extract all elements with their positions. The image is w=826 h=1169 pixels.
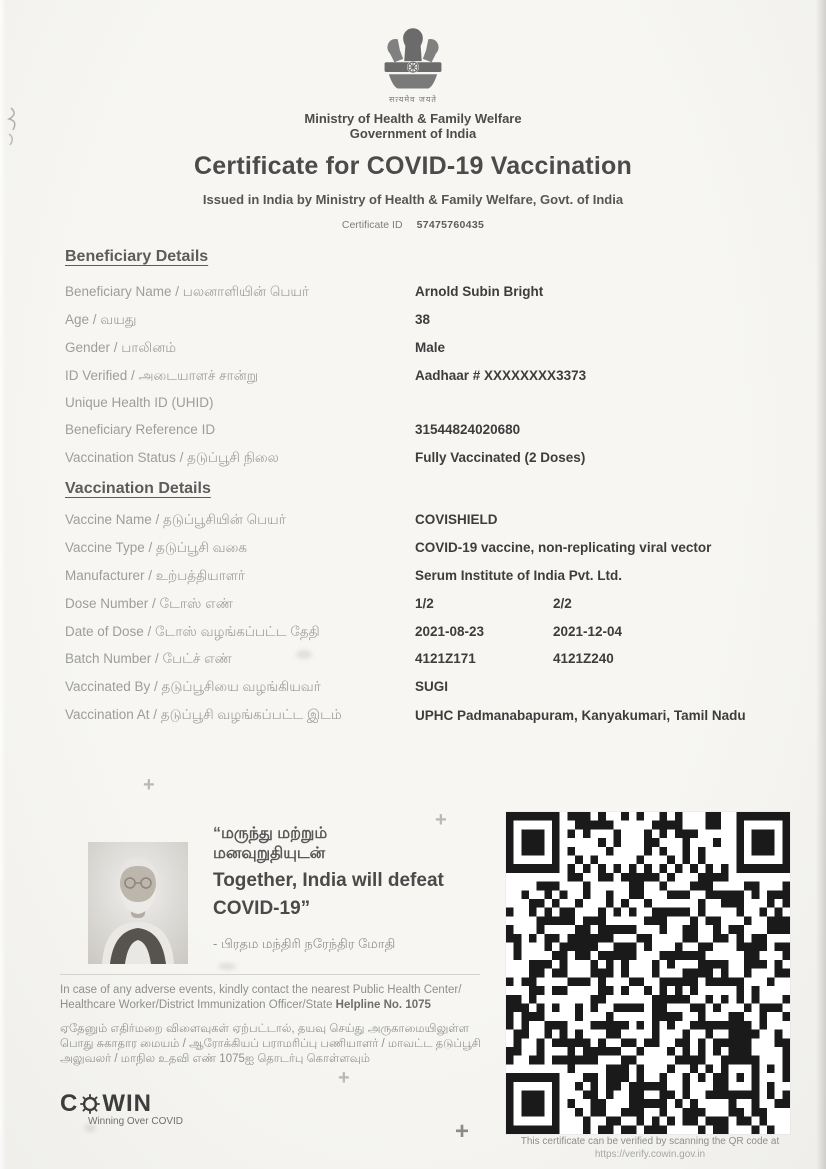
field-value: UPHC Padmanabapuram, Kanyakumari, Tamil Nadu <box>415 708 746 723</box>
field-label: Unique Health ID (UHID) <box>65 395 214 410</box>
field-value: Male <box>415 340 446 355</box>
scan-smudge <box>296 650 312 659</box>
field-label: Date of Dose / டோஸ் வழங்கப்பட்ட தேதி <box>65 624 320 639</box>
field-label: Gender / பாலினம் <box>65 340 177 355</box>
field-label: Vaccine Type / தடுப்பூசி வகை <box>65 540 248 555</box>
quote-tamil-line1: “மருந்து மற்றும் <box>213 825 328 842</box>
field-label: Age / வயது <box>65 312 137 327</box>
row-id-verified <box>0 368 826 396</box>
row-dose-number <box>0 596 826 624</box>
certificate-id-value: 57475760435 <box>416 219 485 231</box>
row-manufacturer <box>0 568 826 596</box>
adverse-notice-text: In case of any adverse events, kindly contact the nearest Public Health Center/ Healthcare Worker/District Immunization Officer/State <box>60 984 462 1011</box>
scan-plus-mark: + <box>338 1067 350 1089</box>
row-beneficiary-name <box>0 284 826 312</box>
row-vaccination-at <box>0 707 826 763</box>
field-value: SUGI <box>415 679 449 694</box>
row-age <box>0 312 826 340</box>
certificate-subtitle: Issued in India by Ministry of Health & Family Welfare, Govt. of India <box>202 192 624 207</box>
field-label: Dose Number / டோஸ் எண் <box>65 596 233 611</box>
field-value: Arnold Subin Bright <box>415 284 544 299</box>
field-label: ID Verified / அடையாளச் சான்று <box>65 368 258 383</box>
cowin-logo-win: WIN <box>102 1090 152 1117</box>
field-label: Vaccine Name / தடுப்பூசியின் பெயர் <box>65 512 286 527</box>
ministry-line: Ministry of Health & Family Welfare <box>304 111 522 126</box>
scan-plus-mark: + <box>455 1118 470 1145</box>
cowin-virus-icon <box>80 1094 100 1114</box>
footer-divider <box>60 974 480 975</box>
quote-tamil-line2: மனவுறுதியுடன் <box>213 845 326 862</box>
pm-portrait-photo <box>88 842 188 964</box>
field-value: 38 <box>415 312 431 327</box>
quote-attribution: - பிரதம மந்திரி நரேந்திர மோதி <box>213 936 396 951</box>
batch-2-value: 4121Z240 <box>553 651 614 666</box>
field-value: Fully Vaccinated (2 Doses) <box>415 450 586 465</box>
verify-instruction-line1: This certificate can be verified by scanning the QR code at <box>520 1136 780 1147</box>
row-vaccine-type <box>0 540 826 568</box>
field-value: Serum Institute of India Pvt. Ltd. <box>415 568 623 583</box>
verification-qr-code <box>506 812 790 1134</box>
dose-1-date: 2021-08-23 <box>415 624 485 639</box>
section-title-vaccination: Vaccination Details <box>65 480 211 497</box>
row-uhid <box>0 395 826 423</box>
qr-code-canvas <box>506 812 790 1134</box>
row-batch-number <box>0 651 826 679</box>
field-value: COVID-19 vaccine, non-replicating viral vector <box>415 540 712 555</box>
field-value: 31544824020680 <box>415 422 521 437</box>
government-line: Government of India <box>349 126 477 141</box>
field-value: Aadhaar # XXXXXXXX3373 <box>415 368 587 383</box>
quote-english-line2: COVID-19” <box>213 898 311 919</box>
emblem-motto: सत्यमेव जयते <box>389 95 437 104</box>
field-label: Vaccination Status / தடுப்பூசி நிலை <box>65 450 279 465</box>
batch-1-value: 4121Z171 <box>415 651 476 666</box>
certificate-id <box>0 219 826 231</box>
pm-portrait-illustration <box>88 842 188 964</box>
row-date-of-dose <box>0 624 826 652</box>
adverse-events-notice-ta: ஏதேனும் எதிர்மறை விளைவுகள் ஏற்பட்டால், தயவு செய்து அருகாமையிலுள்ள பொது சுகாதார மையம் / ஆரோக்கியப் பராமரிப்பு பணியாளர் / மாவட்ட தடுப்பூசி அலுவலர் / மாநில உதவி எண் 1075ஐ தொடர்பு கொள்ளவும் <box>60 1023 481 1065</box>
national-emblem-icon <box>378 26 448 94</box>
dose-2-value: 2/2 <box>553 596 572 611</box>
quote-english-line1: Together, India will defeat <box>213 870 444 891</box>
row-vaccination-status <box>0 450 826 478</box>
cowin-tagline: Winning Over COVID <box>88 1116 184 1127</box>
field-label: Beneficiary Name / பலனாளியின் பெயர் <box>65 284 309 299</box>
row-vaccine-name <box>0 512 826 540</box>
field-label: Beneficiary Reference ID <box>65 422 216 437</box>
field-label: Manufacturer / உற்பத்தியாளர் <box>65 568 245 583</box>
field-label: Vaccination At / தடுப்பூசி வழங்கப்பட்ட இடம் <box>65 707 342 722</box>
certificate-id-label: Certificate ID <box>341 219 403 231</box>
field-label: Batch Number / பேட்ச் எண் <box>65 651 232 666</box>
dose-2-date: 2021-12-04 <box>553 624 623 639</box>
cowin-logo-c: C <box>60 1090 79 1117</box>
dose-1-value: 1/2 <box>415 596 434 611</box>
row-reference-id <box>0 422 826 450</box>
scan-plus-mark: + <box>143 774 155 796</box>
helpline-number: Helpline No. 1075 <box>335 999 431 1011</box>
adverse-events-notice-en <box>60 983 488 1013</box>
certificate-title: Certificate for COVID-19 Vaccination <box>194 152 632 180</box>
scan-smudge <box>218 963 236 970</box>
field-label: Vaccinated By / தடுப்பூசியை வழங்கியவர் <box>65 679 321 694</box>
section-title-beneficiary: Beneficiary Details <box>65 248 209 265</box>
scan-plus-mark: + <box>435 809 447 831</box>
row-gender <box>0 340 826 368</box>
cowin-logo <box>60 1090 152 1118</box>
verify-instruction-line2: https://verify.cowin.gov.in <box>594 1149 706 1160</box>
field-value: COVISHIELD <box>415 512 498 527</box>
